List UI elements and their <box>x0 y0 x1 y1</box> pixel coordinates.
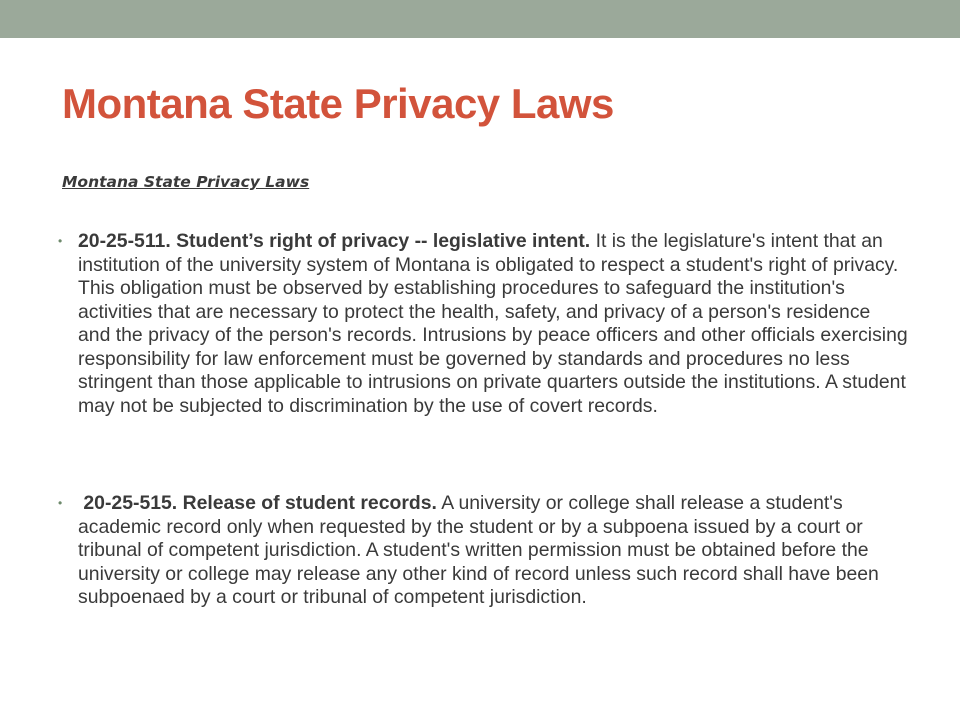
bullet-body: It is the legislature's intent that an institution of the university system of Montana is obligated to respect a student's right of privacy. This obligation must be observed by establishing procedures to safeguard the institution's activities that are necessary to protect the health, safety, and privacy of a person's residence and the privacy of the person's records. Intrusions by peace officers and other officials exercising responsibility for law enforcement must be governed by standards and procedures no less stringent than those applicable to intrusions on private quarters outside the institutions. A student may not be subjected to discrimination by the use of covert records. <box>78 230 908 417</box>
bullet-item-20-25-515 <box>58 492 908 610</box>
bullet-heading: 20-25-515. Release of student records. <box>83 492 437 514</box>
top-decorative-band <box>0 0 960 38</box>
bullet-text <box>78 230 908 417</box>
bullet-marker: • <box>58 234 63 248</box>
bullet-marker: • <box>58 496 63 510</box>
slide-title: Montana State Privacy Laws <box>62 80 614 127</box>
bullet-text <box>78 492 879 608</box>
slide-subtitle: Montana State Privacy Laws <box>62 173 310 191</box>
bullet-body: A university or college shall release a student's academic record only when requested by the student or by a subpoena issued by a court or tribunal of competent jurisdiction. A student's written permission must be obtained before the university or college may release any other kind of record unless such record shall have been subpoenaed by a court or tribunal of competent jurisdiction. <box>78 492 879 608</box>
bullet-heading: 20-25-511. Student’s right of privacy -- legislative intent. <box>78 230 591 252</box>
bullet-item-20-25-511 <box>58 230 908 418</box>
